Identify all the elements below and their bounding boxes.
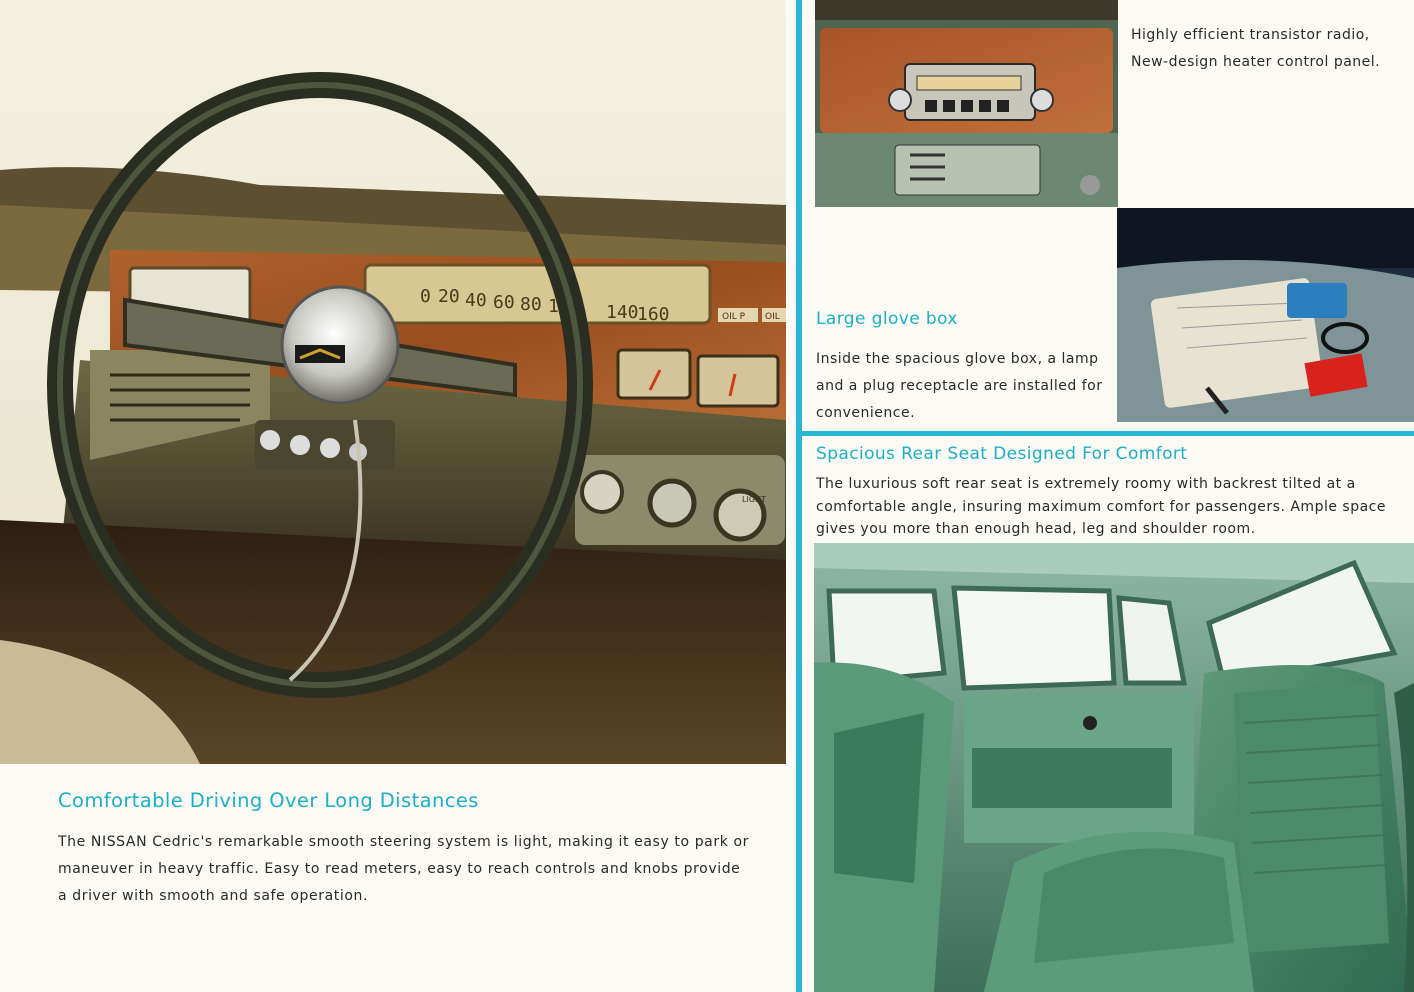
- oil-label: OIL: [765, 312, 780, 322]
- radio-caption: [1131, 22, 1380, 76]
- radio-caption-line: Highly efficient transistor radio,: [1131, 27, 1370, 43]
- speedo-tick: 0: [420, 286, 431, 307]
- glovebox-body-line: convenience.: [816, 405, 916, 421]
- rear-seat-photo: [814, 543, 1414, 992]
- rear-seat-body-line: gives you more than enough head, leg and shoulder room.: [816, 521, 1256, 537]
- light-knob-label: LIGHT: [742, 495, 766, 504]
- speedo-tick: 80: [520, 294, 542, 315]
- dashboard-photo: [0, 0, 786, 764]
- speedo-tick: 100: [548, 296, 581, 317]
- driving-body-line: a driver with smooth and safe operation.: [58, 888, 369, 904]
- glovebox-body: [816, 346, 1102, 427]
- radio-caption-line: New-design heater control panel.: [1131, 54, 1381, 70]
- speedo-tick: 60: [493, 292, 515, 313]
- speedo-tick: 140: [606, 302, 639, 323]
- driving-body: [58, 829, 749, 910]
- driving-body-line: maneuver in heavy traffic. Easy to read meters, easy to reach controls and knobs provide: [58, 861, 741, 877]
- driving-body-line: The NISSAN Cedric's remarkable smooth steering system is light, making it easy to park or: [58, 834, 749, 850]
- speedo-tick: 40: [465, 290, 487, 311]
- glovebox-heading: Large glove box: [816, 309, 958, 329]
- driving-heading: Comfortable Driving Over Long Distances: [58, 789, 479, 812]
- speedo-tick: 160: [637, 304, 670, 325]
- horizontal-divider: [802, 431, 1414, 436]
- glovebox-body-line: and a plug receptacle are installed for: [816, 378, 1103, 394]
- glovebox-body-line: Inside the spacious glove box, a lamp: [816, 351, 1099, 367]
- oilp-label: OIL P: [722, 312, 746, 322]
- dashboard-illustration: [0, 0, 786, 764]
- rear-seat-body-line: comfortable angle, insuring maximum comfort for passengers. Ample space: [816, 498, 1386, 515]
- radio-photo: [815, 0, 1118, 207]
- rear-seat-body-line: The luxurious soft rear seat is extremely roomy with backrest tilted at a: [816, 476, 1356, 492]
- rear-seat-body: [816, 473, 1386, 541]
- glovebox-photo: [1117, 208, 1414, 422]
- vertical-divider: [796, 0, 802, 992]
- rear-seat-heading: Spacious Rear Seat Designed For Comfort: [816, 444, 1188, 464]
- speedo-tick: 20: [438, 286, 460, 307]
